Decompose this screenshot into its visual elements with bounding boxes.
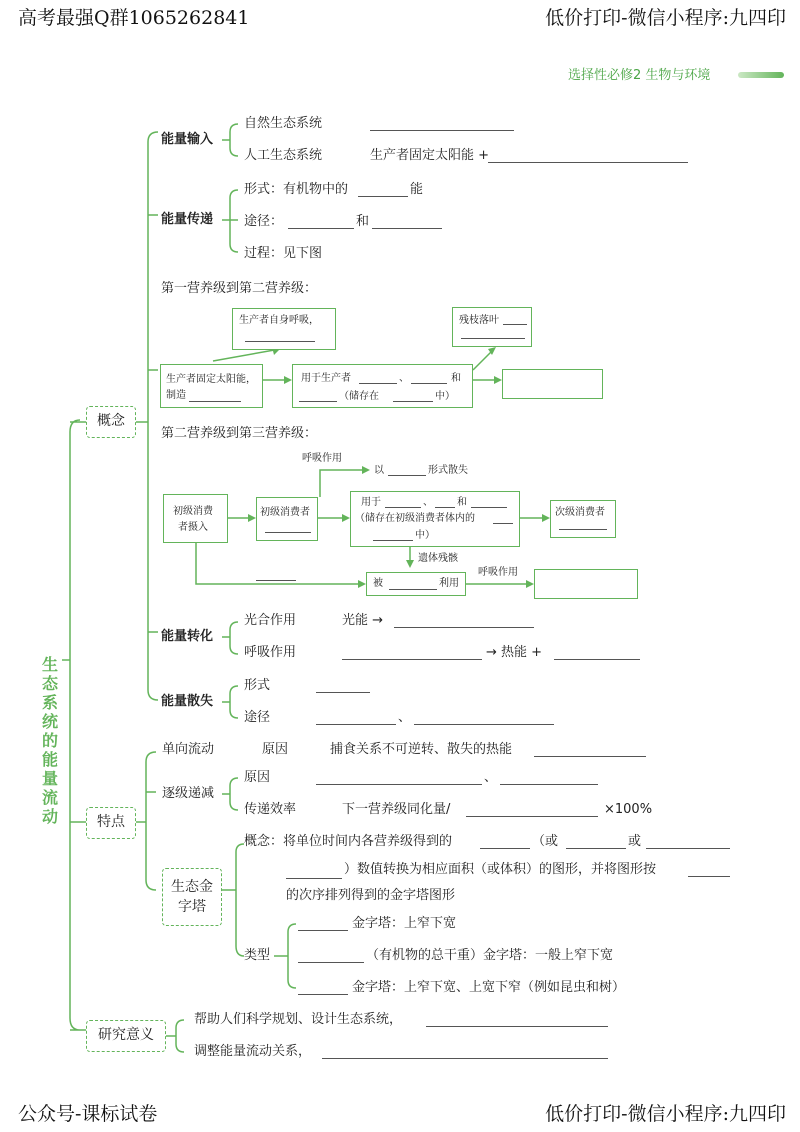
blank [480,848,530,849]
blank [554,659,640,660]
one-way-reason: 原因 [262,742,289,757]
pyramid-concept-3: 的次序排列得到的金字塔图形 [286,888,456,903]
blank [288,228,354,229]
flow2-resp-target-b: 形式散失 [428,465,468,476]
blank [298,930,348,931]
box-decomposer: 被 利用 [366,572,466,596]
blank [466,816,598,817]
blank [646,848,730,849]
header-right: 低价打印-微信小程序:九四印 [545,7,786,29]
blank [342,659,482,660]
blank [388,475,426,476]
footer-right: 低价打印-微信小程序:九四印 [545,1103,786,1125]
efficiency: 传递效率 [244,802,297,817]
box-producer-respiration: 生产者自身呼吸， [232,308,336,350]
blank [394,627,534,628]
energy-conversion-title: 能量转化 [161,629,214,644]
blank [298,962,364,963]
pyramid-label: 生态金 字塔 [162,868,222,926]
concept-label: 概念 [86,406,136,438]
pyramid-type-1: 金字塔：上窄下宽 [352,916,457,931]
features-label: 特点 [86,807,136,839]
box-primary-consumer: 初级消费者 [256,497,318,541]
transfer-form-b: 能 [410,182,424,197]
photosynthesis: 光合作用 [244,613,297,628]
transfer-route-a: 途径： [244,214,284,229]
box-secondary-consumer: 次级消费者 [550,500,616,538]
flow2-remains: 遗体残骸 [418,553,458,564]
significance-item-1: 帮助人们科学规划、设计生态系统， [194,1012,403,1027]
pyramid-type-2: （有机物的总干重）金字塔：一般上窄下宽 [366,948,614,963]
blank [414,724,554,725]
box-blank-target [502,369,603,399]
loss-route: 途径 [244,710,271,725]
efficiency-tail: ×100% [604,802,653,817]
photosynthesis-text: 光能 → [342,613,384,628]
blank [688,876,730,877]
blank [488,162,688,163]
respiration-text: → 热能 + [486,645,543,660]
transfer-form-a: 形式：有机物中的 [244,182,349,197]
blank [316,724,396,725]
pyramid-type-3: 金字塔：上窄下宽、上宽下窄（例如昆虫和树） [352,980,626,995]
blank [534,756,646,757]
decrease-sep: 、 [484,770,498,785]
flow2-resp-label2: 呼吸作用 [478,567,518,578]
box-blank-target-2 [534,569,638,599]
energy-transfer-title: 能量传递 [161,212,214,227]
blank [566,848,626,849]
pyramid-concept-2a: ）数值转换为相应面积（或体积）的图形，并将图形按 [344,862,657,877]
blank [372,228,442,229]
box-producer-fix: 生产者固定太阳能， 制造 [160,364,263,408]
flow2-resp-target-a: 以 [374,465,384,476]
flow2-title: 第二营养级到第三营养级： [161,426,318,441]
blank [256,580,296,581]
box-primary-use: 用于 、 和 （储存在初级消费者体内的 中） [350,491,520,547]
loss-sep: 、 [398,710,412,725]
pyramid-types: 类型 [244,948,271,963]
blank [500,784,598,785]
decrease-title: 逐级递减 [162,786,215,801]
energy-input-title: 能量输入 [161,132,214,147]
energy-loss-title: 能量散失 [161,694,214,709]
artificial-ecosystem: 人工生态系统 [244,148,323,163]
significance-label: 研究意义 [86,1020,166,1052]
pyramid-concept-1b: （或 [532,834,559,849]
blank [370,130,514,131]
one-way-text: 捕食关系不可逆转、散失的热能 [330,742,513,757]
blank [316,784,482,785]
blank [358,196,408,197]
one-way-title: 单向流动 [162,742,215,757]
blank [286,878,342,879]
pyramid-concept-1a: 概念：将单位时间内各营养级得到的 [244,834,453,849]
decrease-reason: 原因 [244,770,271,785]
blank [426,1026,608,1027]
blank [298,994,348,995]
significance-item-2: 调整能量流动关系， [194,1044,312,1059]
loss-form: 形式 [244,678,271,693]
pyramid-concept-1c: 或 [628,834,642,849]
header-left: 高考最强Q群1065262841 [18,7,250,29]
box-primary-intake: 初级消费 者摄入 [163,494,228,543]
book-title: 选择性必修2 生物与环境 [568,68,711,83]
blank [316,692,370,693]
flow1-title: 第一营养级到第二营养级： [161,281,318,296]
flow2-resp-label: 呼吸作用 [302,453,342,464]
box-producer-use: 用于生产者 、 和 （储存在 中） [292,364,473,408]
artificial-ecosystem-text: 生产者固定太阳能 + [370,148,490,163]
efficiency-text: 下一营养级同化量/ [342,802,451,817]
natural-ecosystem: 自然生态系统 [244,116,323,131]
footer-left: 公众号-课标试卷 [18,1103,158,1125]
box-litter: 残枝落叶 [452,307,532,347]
transfer-route-b: 和 [356,214,370,229]
transfer-process: 过程：见下图 [244,246,323,261]
respiration: 呼吸作用 [244,645,297,660]
side-title: 生态系统的能量流动 [41,655,58,826]
blank [322,1058,608,1059]
